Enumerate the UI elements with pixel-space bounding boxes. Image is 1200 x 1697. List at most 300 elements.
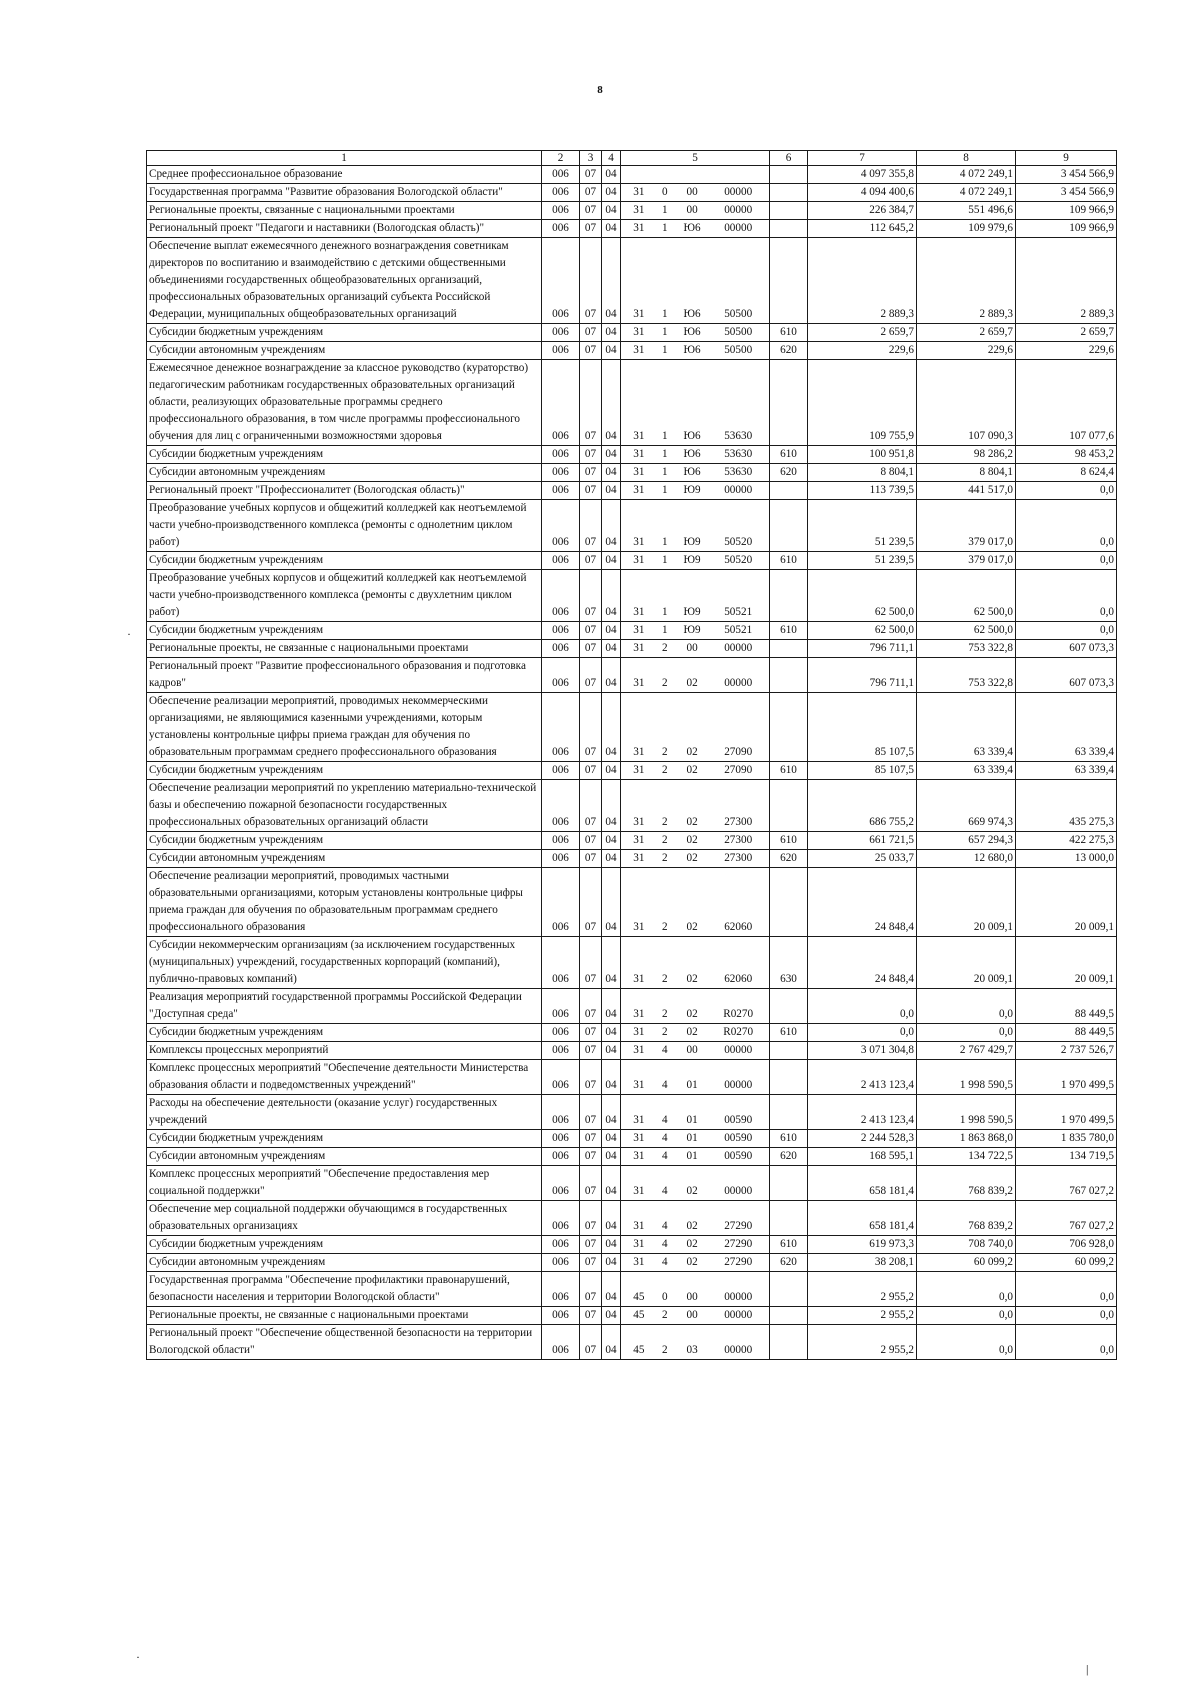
code-subsection: 04 bbox=[602, 640, 621, 658]
row-name: Субсидии автономным учреждениям bbox=[147, 1254, 542, 1272]
code-part: 1 bbox=[661, 448, 668, 460]
code-subsection: 04 bbox=[602, 832, 621, 850]
amount-col-7: 62 500,0 bbox=[808, 622, 917, 640]
code-part: 31 bbox=[633, 1150, 645, 1162]
amount-col-7: 8 804,1 bbox=[808, 464, 917, 482]
code-expense-type: 620 bbox=[770, 342, 808, 360]
table-row bbox=[147, 360, 1117, 446]
code-part: 2 bbox=[661, 921, 668, 933]
code-part: 1 bbox=[661, 606, 668, 618]
code-expense-type bbox=[770, 1042, 808, 1060]
amount-col-7: 85 107,5 bbox=[808, 693, 917, 762]
amount-col-7: 2 659,7 bbox=[808, 324, 917, 342]
budget-table bbox=[146, 150, 1117, 1360]
code-section: 07 bbox=[580, 1166, 602, 1201]
amount-col-8: 2 889,3 bbox=[917, 238, 1016, 324]
code-grbs: 006 bbox=[542, 464, 580, 482]
row-name: Государственная программа "Обеспечение профилактики правонарушений, безопасности населения и территории Вологодской области" bbox=[147, 1272, 542, 1307]
amount-col-7: 24 848,4 bbox=[808, 868, 917, 937]
table-row bbox=[147, 1130, 1117, 1148]
amount-col-9: 767 027,2 bbox=[1016, 1201, 1117, 1236]
amount-col-8: 62 500,0 bbox=[917, 570, 1016, 622]
code-grbs: 006 bbox=[542, 1307, 580, 1325]
code-grbs: 006 bbox=[542, 1254, 580, 1272]
code-part: 50500 bbox=[724, 308, 753, 320]
table-row bbox=[147, 500, 1117, 552]
amount-col-8: 1 998 590,5 bbox=[917, 1060, 1016, 1095]
amount-col-7: 109 755,9 bbox=[808, 360, 917, 446]
amount-col-7: 3 071 304,8 bbox=[808, 1042, 917, 1060]
table-row bbox=[147, 1042, 1117, 1060]
code-subsection: 04 bbox=[602, 780, 621, 832]
code-grbs: 006 bbox=[542, 832, 580, 850]
code-expense-type bbox=[770, 780, 808, 832]
code-part: 1 bbox=[661, 484, 668, 496]
code-part: 00000 bbox=[724, 1309, 753, 1321]
code-target-article bbox=[621, 1024, 770, 1042]
scan-mark: · bbox=[127, 627, 131, 641]
code-part: 00000 bbox=[724, 186, 753, 198]
amount-col-9: 1 835 780,0 bbox=[1016, 1130, 1117, 1148]
table-row bbox=[147, 989, 1117, 1024]
code-grbs: 006 bbox=[542, 1148, 580, 1166]
code-part: 00000 bbox=[724, 484, 753, 496]
code-section: 07 bbox=[580, 1148, 602, 1166]
code-target-article bbox=[621, 1236, 770, 1254]
code-target-article bbox=[621, 464, 770, 482]
code-part: 50520 bbox=[724, 554, 753, 566]
table-row bbox=[147, 762, 1117, 780]
code-subsection: 04 bbox=[602, 1307, 621, 1325]
code-part: 02 bbox=[686, 677, 698, 689]
code-grbs: 006 bbox=[542, 1130, 580, 1148]
code-part: 02 bbox=[686, 1008, 698, 1020]
code-part: 31 bbox=[633, 642, 645, 654]
amount-col-8: 669 974,3 bbox=[917, 780, 1016, 832]
amount-col-8: 379 017,0 bbox=[917, 552, 1016, 570]
amount-col-9: 2 737 526,7 bbox=[1016, 1042, 1117, 1060]
code-subsection: 04 bbox=[602, 622, 621, 640]
code-expense-type: 610 bbox=[770, 1236, 808, 1254]
code-grbs: 006 bbox=[542, 500, 580, 552]
amount-col-8: 657 294,3 bbox=[917, 832, 1016, 850]
code-section: 07 bbox=[580, 570, 602, 622]
code-target-article bbox=[621, 1325, 770, 1360]
code-target-article bbox=[621, 658, 770, 693]
amount-col-8: 4 072 249,1 bbox=[917, 184, 1016, 202]
table-row bbox=[147, 1148, 1117, 1166]
code-expense-type bbox=[770, 1325, 808, 1360]
code-subsection: 04 bbox=[602, 1060, 621, 1095]
amount-col-8: 379 017,0 bbox=[917, 500, 1016, 552]
amount-col-8: 229,6 bbox=[917, 342, 1016, 360]
amount-col-9: 20 009,1 bbox=[1016, 937, 1117, 989]
code-part: 02 bbox=[686, 1238, 698, 1250]
amount-col-8: 0,0 bbox=[917, 1325, 1016, 1360]
amount-col-8: 753 322,8 bbox=[917, 640, 1016, 658]
amount-col-7: 796 711,1 bbox=[808, 658, 917, 693]
code-target-article bbox=[621, 166, 770, 184]
code-part: 1 bbox=[661, 430, 668, 442]
amount-col-8: 2 659,7 bbox=[917, 324, 1016, 342]
code-expense-type: 610 bbox=[770, 832, 808, 850]
amount-col-7: 112 645,2 bbox=[808, 220, 917, 238]
code-target-article bbox=[621, 552, 770, 570]
code-section: 07 bbox=[580, 500, 602, 552]
code-section: 07 bbox=[580, 552, 602, 570]
amount-col-9: 0,0 bbox=[1016, 482, 1117, 500]
row-name: Субсидии некоммерческим организациям (за исключением государственных (муниципальных) учреждений, государственных корпораций (компаний), публично-правовых компаний) bbox=[147, 937, 542, 989]
code-part: 27090 bbox=[724, 764, 753, 776]
code-part: 2 bbox=[661, 852, 668, 864]
code-subsection: 04 bbox=[602, 166, 621, 184]
row-name: Субсидии автономным учреждениям bbox=[147, 342, 542, 360]
amount-col-7: 658 181,4 bbox=[808, 1201, 917, 1236]
code-part: 31 bbox=[633, 1132, 645, 1144]
code-target-article bbox=[621, 1042, 770, 1060]
table-row bbox=[147, 482, 1117, 500]
code-part: 00 bbox=[686, 1044, 698, 1056]
code-part: 45 bbox=[633, 1291, 645, 1303]
code-section: 07 bbox=[580, 1060, 602, 1095]
amount-col-8: 134 722,5 bbox=[917, 1148, 1016, 1166]
code-expense-type bbox=[770, 868, 808, 937]
code-part: 53630 bbox=[724, 448, 753, 460]
code-section: 07 bbox=[580, 464, 602, 482]
code-grbs: 006 bbox=[542, 1236, 580, 1254]
amount-col-8: 20 009,1 bbox=[917, 937, 1016, 989]
code-part: 31 bbox=[633, 344, 645, 356]
row-name: Субсидии бюджетным учреждениям bbox=[147, 622, 542, 640]
code-grbs: 006 bbox=[542, 238, 580, 324]
row-name: Субсидии бюджетным учреждениям bbox=[147, 1130, 542, 1148]
row-name: Региональные проекты, связанные с национальными проектами bbox=[147, 202, 542, 220]
code-part: Ю6 bbox=[683, 344, 701, 356]
code-target-article bbox=[621, 1254, 770, 1272]
code-target-article bbox=[621, 868, 770, 937]
amount-col-7: 796 711,1 bbox=[808, 640, 917, 658]
table-row bbox=[147, 1307, 1117, 1325]
code-expense-type bbox=[770, 640, 808, 658]
code-part: 31 bbox=[633, 677, 645, 689]
code-part: Ю9 bbox=[683, 606, 701, 618]
amount-col-8: 768 839,2 bbox=[917, 1166, 1016, 1201]
code-subsection: 04 bbox=[602, 1095, 621, 1130]
amount-col-7: 226 384,7 bbox=[808, 202, 917, 220]
code-part: 1 bbox=[661, 554, 668, 566]
code-expense-type bbox=[770, 500, 808, 552]
code-part: 02 bbox=[686, 764, 698, 776]
code-target-article bbox=[621, 693, 770, 762]
table-row bbox=[147, 693, 1117, 762]
amount-col-9: 88 449,5 bbox=[1016, 989, 1117, 1024]
row-name: Преобразование учебных корпусов и общежитий колледжей как неотъемлемой части учебно-производственного комплекса (ремонты с двухлетним циклом работ) bbox=[147, 570, 542, 622]
code-part: 31 bbox=[633, 1238, 645, 1250]
amount-col-9: 422 275,3 bbox=[1016, 832, 1117, 850]
amount-col-7: 2 413 123,4 bbox=[808, 1095, 917, 1130]
code-part: Ю6 bbox=[683, 448, 701, 460]
code-expense-type: 620 bbox=[770, 1254, 808, 1272]
code-section: 07 bbox=[580, 324, 602, 342]
code-grbs: 006 bbox=[542, 1060, 580, 1095]
code-grbs: 006 bbox=[542, 622, 580, 640]
code-expense-type bbox=[770, 1095, 808, 1130]
amount-col-7: 24 848,4 bbox=[808, 937, 917, 989]
code-subsection: 04 bbox=[602, 202, 621, 220]
code-grbs: 006 bbox=[542, 1095, 580, 1130]
code-grbs: 006 bbox=[542, 762, 580, 780]
col-header: 9 bbox=[1016, 151, 1117, 166]
code-target-article bbox=[621, 1201, 770, 1236]
code-section: 07 bbox=[580, 1272, 602, 1307]
code-part: 1 bbox=[661, 466, 668, 478]
code-part: 31 bbox=[633, 834, 645, 846]
amount-col-7: 2 889,3 bbox=[808, 238, 917, 324]
code-part: 00 bbox=[686, 1291, 698, 1303]
code-expense-type: 610 bbox=[770, 762, 808, 780]
table-row bbox=[147, 1060, 1117, 1095]
amount-col-7: 25 033,7 bbox=[808, 850, 917, 868]
code-part: 02 bbox=[686, 834, 698, 846]
amount-col-8: 109 979,6 bbox=[917, 220, 1016, 238]
code-part: 45 bbox=[633, 1344, 645, 1356]
amount-col-8: 441 517,0 bbox=[917, 482, 1016, 500]
amount-col-9: 0,0 bbox=[1016, 570, 1117, 622]
code-part: Ю9 bbox=[683, 624, 701, 636]
scan-mark: · bbox=[136, 1650, 140, 1664]
code-part: 4 bbox=[661, 1132, 668, 1144]
code-part: 1 bbox=[661, 326, 668, 338]
code-part: 02 bbox=[686, 1220, 698, 1232]
amount-col-9: 134 719,5 bbox=[1016, 1148, 1117, 1166]
table-row bbox=[147, 552, 1117, 570]
amount-col-8: 4 072 249,1 bbox=[917, 166, 1016, 184]
table-row bbox=[147, 324, 1117, 342]
amount-col-7: 113 739,5 bbox=[808, 482, 917, 500]
code-part: 00000 bbox=[724, 1044, 753, 1056]
code-part: 00000 bbox=[724, 642, 753, 654]
code-grbs: 006 bbox=[542, 166, 580, 184]
code-subsection: 04 bbox=[602, 1166, 621, 1201]
code-part: 1 bbox=[661, 536, 668, 548]
amount-col-7: 2 413 123,4 bbox=[808, 1060, 917, 1095]
code-subsection: 04 bbox=[602, 464, 621, 482]
code-part: 4 bbox=[661, 1256, 668, 1268]
code-subsection: 04 bbox=[602, 342, 621, 360]
amount-col-8: 63 339,4 bbox=[917, 693, 1016, 762]
amount-col-9: 60 099,2 bbox=[1016, 1254, 1117, 1272]
row-name: Комплекс процессных мероприятий "Обеспечение деятельности Министерства образования области и подведомственных учреждений" bbox=[147, 1060, 542, 1095]
code-subsection: 04 bbox=[602, 1148, 621, 1166]
code-target-article bbox=[621, 324, 770, 342]
table-row bbox=[147, 850, 1117, 868]
code-part: 4 bbox=[661, 1114, 668, 1126]
table-row bbox=[147, 1095, 1117, 1130]
code-part: 27290 bbox=[724, 1238, 753, 1250]
row-name: Преобразование учебных корпусов и общежитий колледжей как неотъемлемой части учебно-производственного комплекса (ремонты с однолетним циклом работ) bbox=[147, 500, 542, 552]
code-part: 53630 bbox=[724, 430, 753, 442]
table-row bbox=[147, 1166, 1117, 1201]
amount-col-7: 0,0 bbox=[808, 1024, 917, 1042]
code-grbs: 006 bbox=[542, 1166, 580, 1201]
code-section: 07 bbox=[580, 1095, 602, 1130]
code-grbs: 006 bbox=[542, 1272, 580, 1307]
code-part: Ю6 bbox=[683, 326, 701, 338]
code-part: 00 bbox=[686, 186, 698, 198]
code-section: 07 bbox=[580, 693, 602, 762]
code-part: 31 bbox=[633, 624, 645, 636]
code-part: 31 bbox=[633, 1079, 645, 1091]
code-subsection: 04 bbox=[602, 482, 621, 500]
code-section: 07 bbox=[580, 184, 602, 202]
code-part: 00000 bbox=[724, 1079, 753, 1091]
code-part: 2 bbox=[661, 973, 668, 985]
code-grbs: 006 bbox=[542, 658, 580, 693]
row-name: Среднее профессиональное образование bbox=[147, 166, 542, 184]
code-section: 07 bbox=[580, 658, 602, 693]
code-part: 27290 bbox=[724, 1256, 753, 1268]
code-section: 07 bbox=[580, 360, 602, 446]
table-row bbox=[147, 202, 1117, 220]
code-target-article bbox=[621, 989, 770, 1024]
table-row bbox=[147, 937, 1117, 989]
header-row bbox=[147, 151, 1117, 166]
code-part: 2 bbox=[661, 746, 668, 758]
code-part: 4 bbox=[661, 1220, 668, 1232]
row-name: Реализация мероприятий государственной программы Российской Федерации "Доступная среда" bbox=[147, 989, 542, 1024]
code-part: 31 bbox=[633, 1008, 645, 1020]
row-name: Региональные проекты, не связанные с национальными проектами bbox=[147, 1307, 542, 1325]
code-subsection: 04 bbox=[602, 500, 621, 552]
code-grbs: 006 bbox=[542, 570, 580, 622]
code-expense-type: 630 bbox=[770, 937, 808, 989]
code-part: 2 bbox=[661, 677, 668, 689]
code-target-article bbox=[621, 184, 770, 202]
scan-mark: | bbox=[1086, 1662, 1089, 1676]
code-part: 4 bbox=[661, 1185, 668, 1197]
amount-col-8: 62 500,0 bbox=[917, 622, 1016, 640]
code-part: 50521 bbox=[724, 624, 753, 636]
code-part: 4 bbox=[661, 1150, 668, 1162]
row-name: Региональный проект "Профессионалитет (Вологодская область)" bbox=[147, 482, 542, 500]
code-grbs: 006 bbox=[542, 324, 580, 342]
amount-col-7: 658 181,4 bbox=[808, 1166, 917, 1201]
code-grbs: 006 bbox=[542, 640, 580, 658]
amount-col-8: 0,0 bbox=[917, 1307, 1016, 1325]
amount-col-9: 109 966,9 bbox=[1016, 202, 1117, 220]
code-part: 1 bbox=[661, 204, 668, 216]
amount-col-7: 51 239,5 bbox=[808, 552, 917, 570]
code-part: 1 bbox=[661, 344, 668, 356]
code-subsection: 04 bbox=[602, 1042, 621, 1060]
row-name: Субсидии автономным учреждениям bbox=[147, 464, 542, 482]
row-name: Обеспечение выплат ежемесячного денежного вознаграждения советникам директоров по воспитанию и взаимодействию с детскими общественными объединениями государственных общеобразовательных организаций, профессиональных образовательных организаций субъекта Российской Федерации, муниципальных общеобразовательных организаций bbox=[147, 238, 542, 324]
amount-col-7: 62 500,0 bbox=[808, 570, 917, 622]
amount-col-7: 0,0 bbox=[808, 989, 917, 1024]
col-header: 2 bbox=[542, 151, 580, 166]
code-part: 31 bbox=[633, 1220, 645, 1232]
code-subsection: 04 bbox=[602, 1236, 621, 1254]
code-part: 0 bbox=[661, 1291, 668, 1303]
table-row bbox=[147, 832, 1117, 850]
row-name: Региональный проект "Педагоги и наставники (Вологодская область)" bbox=[147, 220, 542, 238]
amount-col-8: 8 804,1 bbox=[917, 464, 1016, 482]
col-header: 1 bbox=[147, 151, 542, 166]
code-target-article bbox=[621, 1130, 770, 1148]
col-header: 5 bbox=[621, 151, 770, 166]
code-part: 31 bbox=[633, 536, 645, 548]
code-expense-type: 610 bbox=[770, 622, 808, 640]
row-name: Региональный проект "Развитие профессионального образования и подготовка кадров" bbox=[147, 658, 542, 693]
code-grbs: 006 bbox=[542, 989, 580, 1024]
amount-col-8: 551 496,6 bbox=[917, 202, 1016, 220]
code-subsection: 04 bbox=[602, 1254, 621, 1272]
code-section: 07 bbox=[580, 640, 602, 658]
table-row bbox=[147, 622, 1117, 640]
amount-col-7: 51 239,5 bbox=[808, 500, 917, 552]
amount-col-8: 2 767 429,7 bbox=[917, 1042, 1016, 1060]
code-section: 07 bbox=[580, 1201, 602, 1236]
code-expense-type bbox=[770, 570, 808, 622]
code-target-article bbox=[621, 937, 770, 989]
code-section: 07 bbox=[580, 868, 602, 937]
code-part: 00000 bbox=[724, 204, 753, 216]
amount-col-9: 3 454 566,9 bbox=[1016, 166, 1117, 184]
code-part: 31 bbox=[633, 606, 645, 618]
table-row bbox=[147, 464, 1117, 482]
code-part: 31 bbox=[633, 484, 645, 496]
code-part: 4 bbox=[661, 1044, 668, 1056]
code-part: 31 bbox=[633, 554, 645, 566]
code-target-article bbox=[621, 500, 770, 552]
table-row bbox=[147, 1254, 1117, 1272]
code-section: 07 bbox=[580, 166, 602, 184]
code-target-article bbox=[621, 220, 770, 238]
amount-col-9: 767 027,2 bbox=[1016, 1166, 1117, 1201]
code-part: 0 bbox=[661, 186, 668, 198]
code-expense-type: 620 bbox=[770, 850, 808, 868]
code-part: 31 bbox=[633, 222, 645, 234]
amount-col-8: 0,0 bbox=[917, 1272, 1016, 1307]
amount-col-7: 2 955,2 bbox=[808, 1307, 917, 1325]
amount-col-9: 63 339,4 bbox=[1016, 693, 1117, 762]
code-part: 53630 bbox=[724, 466, 753, 478]
code-part: Ю6 bbox=[683, 466, 701, 478]
code-part: 31 bbox=[633, 430, 645, 442]
table-row bbox=[147, 166, 1117, 184]
code-part: 00000 bbox=[724, 677, 753, 689]
code-section: 07 bbox=[580, 989, 602, 1024]
code-section: 07 bbox=[580, 850, 602, 868]
code-section: 07 bbox=[580, 1236, 602, 1254]
code-part: 1 bbox=[661, 308, 668, 320]
code-part: 01 bbox=[686, 1132, 698, 1144]
code-part: 31 bbox=[633, 466, 645, 478]
code-expense-type bbox=[770, 220, 808, 238]
code-part: 02 bbox=[686, 973, 698, 985]
amount-col-9: 0,0 bbox=[1016, 1272, 1117, 1307]
code-expense-type bbox=[770, 1307, 808, 1325]
code-part: 00000 bbox=[724, 1291, 753, 1303]
amount-col-9: 229,6 bbox=[1016, 342, 1117, 360]
amount-col-8: 12 680,0 bbox=[917, 850, 1016, 868]
code-part: 00 bbox=[686, 1309, 698, 1321]
code-part: 31 bbox=[633, 1256, 645, 1268]
code-part: 00590 bbox=[724, 1132, 753, 1144]
code-part: 31 bbox=[633, 186, 645, 198]
col-header: 7 bbox=[808, 151, 917, 166]
code-part: 01 bbox=[686, 1150, 698, 1162]
